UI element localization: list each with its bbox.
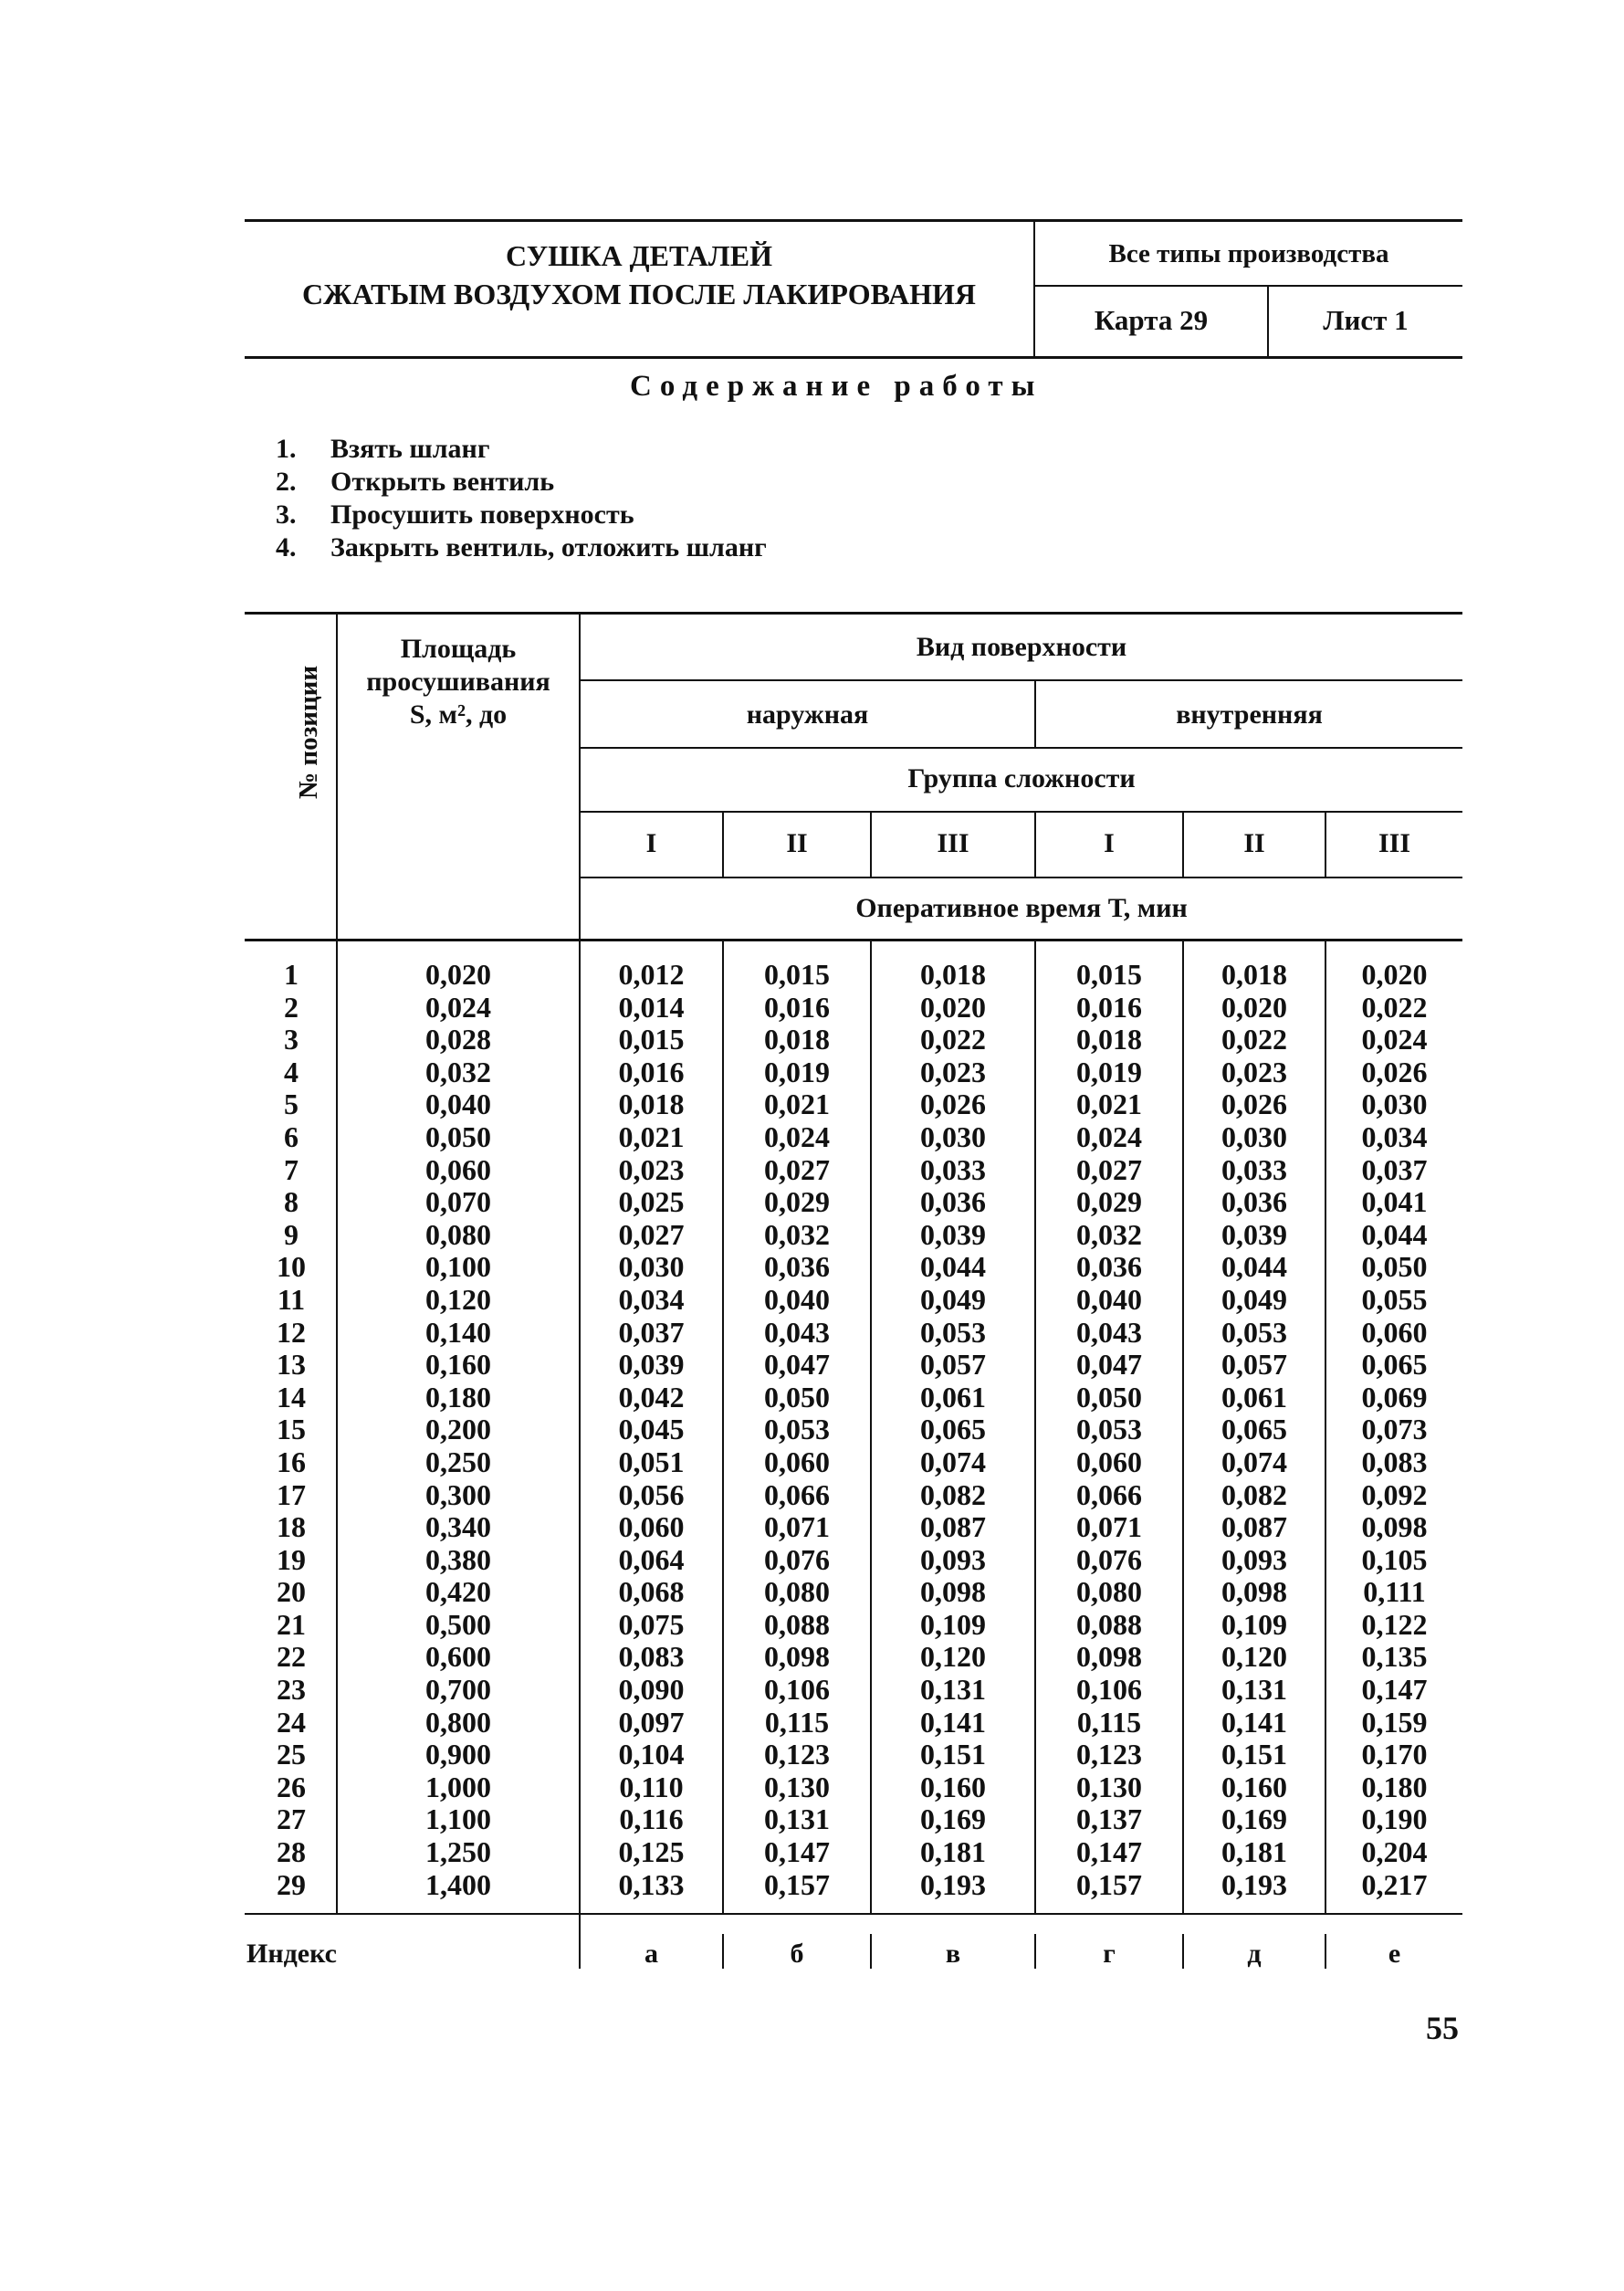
table-cell: 0,204 xyxy=(1361,1835,1428,1869)
table-cell: 0,122 xyxy=(1361,1607,1428,1641)
table-cell: 0,028 xyxy=(425,1023,491,1056)
table-cell: 0,032 xyxy=(764,1217,830,1251)
table-cell: 0,047 xyxy=(1076,1348,1142,1382)
table-cell: 0,015 xyxy=(1076,958,1142,991)
index-label: Индекс xyxy=(246,1939,337,1969)
table-cell: 0,110 xyxy=(619,1770,684,1803)
time-column-inner-1 xyxy=(1036,959,1182,1901)
table-cell: 0,015 xyxy=(618,1023,685,1056)
table-cell: 0,157 xyxy=(764,1867,830,1901)
table-cell: 0,106 xyxy=(1076,1673,1142,1707)
table-cell: 0,014 xyxy=(618,990,685,1024)
table-cell: 0,064 xyxy=(618,1542,685,1576)
table-cell: 0,098 xyxy=(920,1575,986,1609)
table-cell: 0,024 xyxy=(1361,1023,1428,1056)
table-cell: 13 xyxy=(277,1348,306,1382)
table-cell: 0,027 xyxy=(618,1217,685,1251)
table-cell: 0,083 xyxy=(1361,1445,1428,1478)
table-cell: 0,016 xyxy=(618,1055,685,1088)
table-cell: 0,151 xyxy=(1221,1738,1287,1771)
table-cell: 0,120 xyxy=(920,1640,986,1674)
table-cell: 0,193 xyxy=(920,1867,986,1901)
table-cell: 0,600 xyxy=(425,1640,491,1674)
table-cell: 0,041 xyxy=(1361,1185,1428,1219)
table-cell: 11 xyxy=(277,1282,306,1316)
table-cell: 0,069 xyxy=(1361,1380,1428,1413)
time-column-outer-3 xyxy=(872,959,1034,1901)
table-cell: 0,050 xyxy=(764,1380,830,1413)
table-cell: 0,044 xyxy=(920,1250,986,1284)
outer-surface-header: наружная xyxy=(746,699,869,730)
table-cell: 0,016 xyxy=(1076,990,1142,1024)
table-cell: 0,140 xyxy=(425,1315,491,1349)
table-cell: 0,093 xyxy=(920,1542,986,1576)
table-cell: 8 xyxy=(284,1185,299,1219)
table-cell: 4 xyxy=(284,1055,299,1088)
table-cell: 0,160 xyxy=(1221,1770,1287,1803)
table-cell: 3 xyxy=(284,1023,299,1056)
table-cell: 0,109 xyxy=(1221,1607,1287,1641)
table-cell: 0,066 xyxy=(764,1477,830,1511)
table-cell: 7 xyxy=(284,1152,299,1186)
index-cell: д xyxy=(1247,1939,1262,1969)
table-cell: 0,500 xyxy=(425,1607,491,1641)
table-cell: 0,056 xyxy=(618,1477,685,1511)
table-cell: 0,050 xyxy=(1361,1250,1428,1284)
table-cell: 0,141 xyxy=(920,1705,986,1739)
index-cell: в xyxy=(945,1939,961,1969)
table-cell: 0,105 xyxy=(1361,1542,1428,1576)
table-cell: 21 xyxy=(277,1607,306,1641)
table-cell: 0,071 xyxy=(764,1510,830,1544)
table-cell: 0,018 xyxy=(618,1088,685,1121)
title-line-1: СУШКА ДЕТАЛЕЙ xyxy=(506,239,772,272)
table-cell: 0,082 xyxy=(920,1477,986,1511)
table-cell: 0,019 xyxy=(764,1055,830,1088)
table-cell: 0,120 xyxy=(425,1282,491,1316)
table-cell: 0,042 xyxy=(618,1380,685,1413)
table-cell: 0,133 xyxy=(618,1867,685,1901)
table-cell: 0,147 xyxy=(1076,1835,1142,1869)
table-cell: 10 xyxy=(277,1250,306,1284)
table-cell: 0,018 xyxy=(764,1023,830,1056)
table-cell: 0,181 xyxy=(920,1835,986,1869)
table-cell: 0,131 xyxy=(920,1673,986,1707)
table-cell: 0,029 xyxy=(764,1185,830,1219)
table-cell: 0,104 xyxy=(618,1738,685,1771)
table-cell: 0,075 xyxy=(618,1607,685,1641)
table-cell: 0,044 xyxy=(1361,1217,1428,1251)
table-cell: 0,060 xyxy=(1076,1445,1142,1478)
table-cell: 0,131 xyxy=(1221,1673,1287,1707)
table-cell: 0,115 xyxy=(764,1705,830,1739)
table-cell: 0,115 xyxy=(1076,1705,1142,1739)
table-cell: 15 xyxy=(277,1413,306,1446)
table-cell: 0,900 xyxy=(425,1738,491,1771)
table-cell: 14 xyxy=(277,1380,306,1413)
table-cell: 1,000 xyxy=(425,1770,491,1803)
table-cell: 0,022 xyxy=(1221,1023,1287,1056)
table-cell: 0,116 xyxy=(619,1802,684,1836)
table-cell: 0,098 xyxy=(1361,1510,1428,1544)
group-header: II xyxy=(1243,828,1265,858)
table-cell: 0,087 xyxy=(1221,1510,1287,1544)
sheet-number: Лист 1 xyxy=(1323,304,1409,336)
table-cell: 0,061 xyxy=(1221,1380,1287,1413)
table-cell: 1,100 xyxy=(425,1802,491,1836)
table-cell: 0,057 xyxy=(920,1348,986,1382)
table-cell: 0,111 xyxy=(1363,1575,1426,1609)
table-cell: 2 xyxy=(284,990,299,1024)
table-cell: 0,065 xyxy=(1361,1348,1428,1382)
time-column-outer-1 xyxy=(581,959,722,1901)
table-cell: 0,151 xyxy=(920,1738,986,1771)
table-cell: 0,020 xyxy=(425,958,491,991)
table-cell: 0,025 xyxy=(618,1185,685,1219)
table-cell: 0,037 xyxy=(618,1315,685,1349)
table-cell: 0,169 xyxy=(1221,1802,1287,1836)
table-cell: 20 xyxy=(277,1575,306,1609)
work-step: 2. Открыть вентиль xyxy=(276,467,555,497)
table-cell: 0,098 xyxy=(764,1640,830,1674)
index-cell: е xyxy=(1388,1939,1401,1969)
index-cell: г xyxy=(1103,1939,1116,1969)
table-cell: 0,200 xyxy=(425,1413,491,1446)
table-cell: 0,160 xyxy=(425,1348,491,1382)
table-cell: 0,049 xyxy=(1221,1282,1287,1316)
table-cell: 0,380 xyxy=(425,1542,491,1576)
group-header: III xyxy=(1378,828,1411,858)
table-cell: 0,023 xyxy=(1221,1055,1287,1088)
table-cell: 0,090 xyxy=(618,1673,685,1707)
table-cell: 0,030 xyxy=(920,1119,986,1153)
table-cell: 0,098 xyxy=(1221,1575,1287,1609)
table-cell: 0,036 xyxy=(1076,1250,1142,1284)
table-cell: 0,015 xyxy=(764,958,830,991)
table-cell: 0,106 xyxy=(764,1673,830,1707)
inner-surface-header: внутренняя xyxy=(1176,699,1323,730)
table-cell: 0,170 xyxy=(1361,1738,1428,1771)
table-cell: 0,018 xyxy=(1076,1023,1142,1056)
table-cell: 0,021 xyxy=(618,1119,685,1153)
table-cell: 0,074 xyxy=(1221,1445,1287,1478)
table-cell: 0,024 xyxy=(425,990,491,1024)
table-cell: 0,141 xyxy=(1221,1705,1287,1739)
group-header: I xyxy=(1104,828,1115,858)
table-cell: 0,061 xyxy=(920,1380,986,1413)
table-cell: 6 xyxy=(284,1119,299,1153)
table-cell: 0,039 xyxy=(618,1348,685,1382)
table-cell: 0,024 xyxy=(1076,1119,1142,1153)
position-column xyxy=(246,959,336,1901)
time-column-outer-2 xyxy=(724,959,870,1901)
table-cell: 0,018 xyxy=(920,958,986,991)
table-cell: 0,021 xyxy=(764,1088,830,1121)
table-cell: 0,157 xyxy=(1076,1867,1142,1901)
table-cell: 0,040 xyxy=(1076,1282,1142,1316)
table-cell: 0,193 xyxy=(1221,1867,1287,1901)
table-cell: 0,027 xyxy=(764,1152,830,1186)
page-number: 55 xyxy=(1426,2010,1459,2046)
table-cell: 0,026 xyxy=(920,1088,986,1121)
table-cell: 0,250 xyxy=(425,1445,491,1478)
table-cell: 0,030 xyxy=(1361,1088,1428,1121)
table-cell: 0,074 xyxy=(920,1445,986,1478)
table-cell: 0,032 xyxy=(1076,1217,1142,1251)
position-header: № позиции xyxy=(294,665,323,799)
work-step: 4. Закрыть вентиль, отложить шланг xyxy=(276,532,767,562)
complexity-group-header: Группа сложности xyxy=(907,763,1136,793)
table-cell: 0,190 xyxy=(1361,1802,1428,1836)
table-cell: 0,044 xyxy=(1221,1250,1287,1284)
title-line-2: СЖАТЫМ ВОЗДУХОМ ПОСЛЕ ЛАКИРОВАНИЯ xyxy=(302,278,976,310)
time-column-inner-3 xyxy=(1326,959,1462,1901)
table-cell: 0,040 xyxy=(764,1282,830,1316)
table-cell: 0,080 xyxy=(1076,1575,1142,1609)
table-cell: 0,068 xyxy=(618,1575,685,1609)
table-cell: 0,039 xyxy=(1221,1217,1287,1251)
table-cell: 0,700 xyxy=(425,1673,491,1707)
table-cell: 0,036 xyxy=(764,1250,830,1284)
table-cell: 0,160 xyxy=(920,1770,986,1803)
table-cell: 0,123 xyxy=(764,1738,830,1771)
table-cell: 0,020 xyxy=(920,990,986,1024)
table-cell: 0,019 xyxy=(1076,1055,1142,1088)
table-cell: 0,180 xyxy=(1361,1770,1428,1803)
table-cell: 0,053 xyxy=(1076,1413,1142,1446)
table-cell: 0,043 xyxy=(764,1315,830,1349)
table-cell: 0,147 xyxy=(764,1835,830,1869)
table-cell: 0,060 xyxy=(764,1445,830,1478)
table-cell: 0,065 xyxy=(1221,1413,1287,1446)
time-header: Оперативное время Т, мин xyxy=(855,893,1188,923)
table-cell: 0,060 xyxy=(425,1152,491,1186)
table-cell: 0,051 xyxy=(618,1445,685,1478)
table-cell: 0,050 xyxy=(1076,1380,1142,1413)
group-header: III xyxy=(937,828,969,858)
table-cell: 12 xyxy=(277,1315,306,1349)
table-cell: 0,087 xyxy=(920,1510,986,1544)
table-cell: 0,016 xyxy=(764,990,830,1024)
table-cell: 0,029 xyxy=(1076,1185,1142,1219)
table-cell: 5 xyxy=(284,1088,299,1121)
surface-type-header: Вид поверхности xyxy=(916,632,1127,662)
work-steps-list xyxy=(276,433,767,564)
table-cell: 1,400 xyxy=(425,1867,491,1901)
table-cell: 0,082 xyxy=(1221,1477,1287,1511)
table-cell: 0,169 xyxy=(920,1802,986,1836)
work-step: 3. Просушить поверхность xyxy=(276,499,634,530)
table-cell: 0,024 xyxy=(764,1119,830,1153)
table-cell: 0,047 xyxy=(764,1348,830,1382)
table-cell: 0,030 xyxy=(1221,1119,1287,1153)
table-cell: 0,060 xyxy=(1361,1315,1428,1349)
table-cell: 0,022 xyxy=(1361,990,1428,1024)
work-step: 1. Взять шланг xyxy=(276,434,490,464)
table-cell: 0,020 xyxy=(1221,990,1287,1024)
table-cell: 0,800 xyxy=(425,1705,491,1739)
table-cell: 0,130 xyxy=(764,1770,830,1803)
table-cell: 0,033 xyxy=(1221,1152,1287,1186)
table-cell: 17 xyxy=(277,1477,306,1511)
table-cell: 0,217 xyxy=(1361,1867,1428,1901)
table-cell: 29 xyxy=(277,1867,306,1901)
table-cell: 9 xyxy=(284,1217,299,1251)
table-cell: 24 xyxy=(277,1705,306,1739)
table-cell: 0,066 xyxy=(1076,1477,1142,1511)
index-cell: а xyxy=(644,1939,658,1969)
table-cell: 0,020 xyxy=(1361,958,1428,991)
table-cell: 0,109 xyxy=(920,1607,986,1641)
table-cell: 23 xyxy=(277,1673,306,1707)
table-cell: 0,036 xyxy=(920,1185,986,1219)
table-cell: 0,023 xyxy=(618,1152,685,1186)
table-cell: 0,180 xyxy=(425,1380,491,1413)
production-types: Все типы производства xyxy=(1108,239,1389,268)
work-content-title: Содержание работы xyxy=(630,370,1043,403)
table-cell: 0,100 xyxy=(425,1250,491,1284)
group-header: I xyxy=(645,828,657,858)
table-cell: 0,053 xyxy=(764,1413,830,1446)
table-cell: 0,057 xyxy=(1221,1348,1287,1382)
table-cell: 19 xyxy=(277,1542,306,1576)
table-cell: 27 xyxy=(277,1802,306,1836)
table-cell: 0,123 xyxy=(1076,1738,1142,1771)
table-cell: 25 xyxy=(277,1738,306,1771)
area-header-line-1: Площадь xyxy=(400,634,517,664)
table-cell: 0,032 xyxy=(425,1055,491,1088)
table-cell: 0,131 xyxy=(764,1802,830,1836)
table-cell: 18 xyxy=(277,1510,306,1544)
table-cell: 0,034 xyxy=(1361,1119,1428,1153)
table-cell: 0,076 xyxy=(764,1542,830,1576)
card-number: Карта 29 xyxy=(1094,304,1209,336)
table-cell: 0,130 xyxy=(1076,1770,1142,1803)
table-cell: 0,022 xyxy=(920,1023,986,1056)
table-cell: 0,340 xyxy=(425,1510,491,1544)
table-cell: 0,135 xyxy=(1361,1640,1428,1674)
time-column-inner-2 xyxy=(1184,959,1325,1901)
area-header-line-3: S, м², до xyxy=(409,699,508,730)
table-cell: 0,093 xyxy=(1221,1542,1287,1576)
table-cell: 0,092 xyxy=(1361,1477,1428,1511)
table-cell: 0,050 xyxy=(425,1119,491,1153)
table-cell: 28 xyxy=(277,1835,306,1869)
table-cell: 0,300 xyxy=(425,1477,491,1511)
table-cell: 0,420 xyxy=(425,1575,491,1609)
table-cell: 22 xyxy=(277,1640,306,1674)
area-column xyxy=(338,959,579,1901)
table-cell: 0,037 xyxy=(1361,1152,1428,1186)
table-cell: 0,053 xyxy=(920,1315,986,1349)
table-cell: 0,027 xyxy=(1076,1152,1142,1186)
area-header-line-2: просушивания xyxy=(366,667,550,697)
table-cell: 0,043 xyxy=(1076,1315,1142,1349)
table-cell: 0,030 xyxy=(618,1250,685,1284)
table-cell: 0,018 xyxy=(1221,958,1287,991)
table-cell: 1,250 xyxy=(425,1835,491,1869)
table-cell: 0,083 xyxy=(618,1640,685,1674)
table-cell: 0,055 xyxy=(1361,1282,1428,1316)
table-cell: 0,036 xyxy=(1221,1185,1287,1219)
table-cell: 0,070 xyxy=(425,1185,491,1219)
index-cell: б xyxy=(790,1939,804,1969)
table-cell: 0,088 xyxy=(764,1607,830,1641)
table-cell: 0,040 xyxy=(425,1088,491,1121)
table-cell: 0,033 xyxy=(920,1152,986,1186)
table-cell: 0,071 xyxy=(1076,1510,1142,1544)
table-cell: 0,181 xyxy=(1221,1835,1287,1869)
table-cell: 0,137 xyxy=(1076,1802,1142,1836)
table-cell: 0,080 xyxy=(764,1575,830,1609)
table-cell: 0,076 xyxy=(1076,1542,1142,1576)
table-cell: 0,012 xyxy=(618,958,685,991)
table-cell: 0,060 xyxy=(618,1510,685,1544)
table-cell: 0,080 xyxy=(425,1217,491,1251)
table-cell: 0,065 xyxy=(920,1413,986,1446)
table-cell: 0,026 xyxy=(1221,1088,1287,1121)
table-cell: 1 xyxy=(284,958,299,991)
table-cell: 26 xyxy=(277,1770,306,1803)
group-header: II xyxy=(786,828,808,858)
table-cell: 0,097 xyxy=(618,1705,685,1739)
table-cell: 0,039 xyxy=(920,1217,986,1251)
table-cell: 0,125 xyxy=(618,1835,685,1869)
table-cell: 0,021 xyxy=(1076,1088,1142,1121)
table-cell: 0,034 xyxy=(618,1282,685,1316)
table-cell: 0,098 xyxy=(1076,1640,1142,1674)
table-cell: 0,120 xyxy=(1221,1640,1287,1674)
table-cell: 0,049 xyxy=(920,1282,986,1316)
table-cell: 0,147 xyxy=(1361,1673,1428,1707)
table-cell: 0,045 xyxy=(618,1413,685,1446)
table-cell: 0,053 xyxy=(1221,1315,1287,1349)
table-cell: 0,159 xyxy=(1361,1705,1428,1739)
table-cell: 16 xyxy=(277,1445,306,1478)
table-cell: 0,023 xyxy=(920,1055,986,1088)
table-cell: 0,026 xyxy=(1361,1055,1428,1088)
table-cell: 0,073 xyxy=(1361,1413,1428,1446)
table-cell: 0,088 xyxy=(1076,1607,1142,1641)
